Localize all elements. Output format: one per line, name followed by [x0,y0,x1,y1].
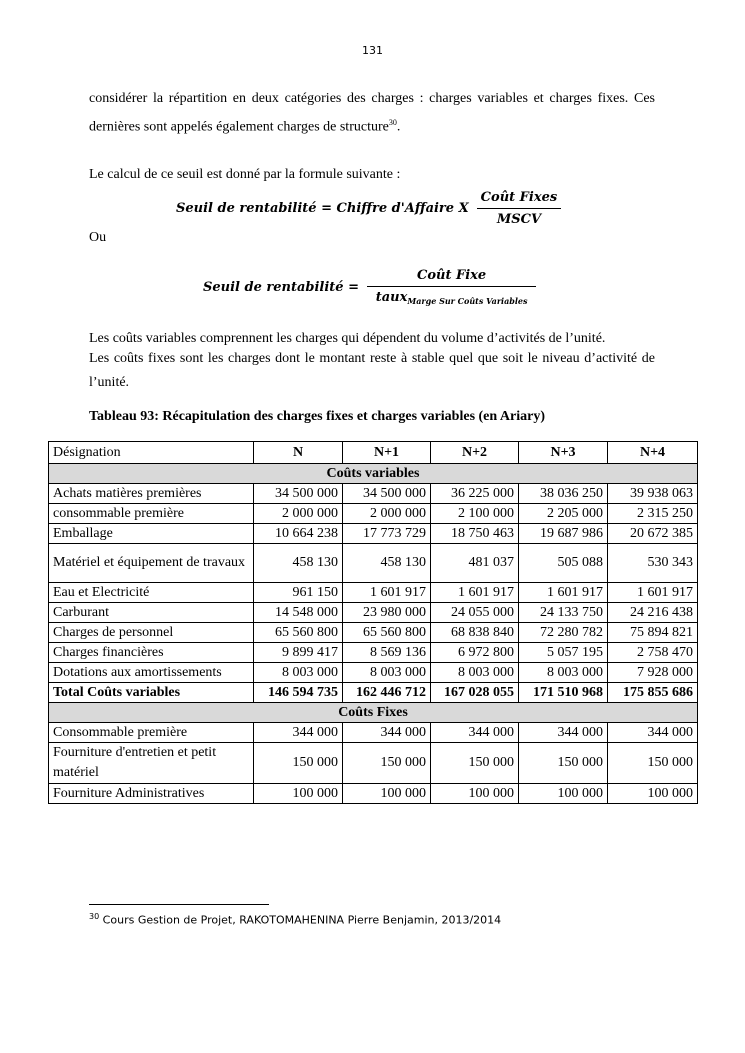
formula-numerator: Coût Fixe [367,268,536,287]
cell-value: 68 838 840 [431,623,519,643]
cell-value: 10 664 238 [254,524,343,544]
cell-value: 72 280 782 [519,623,608,643]
cell-value: 34 500 000 [343,484,431,504]
cell-value: 150 000 [431,743,519,784]
cell-value: 1 601 917 [431,583,519,603]
charges-table [48,441,698,804]
column-header: Désignation [49,442,254,464]
cell-value: 24 133 750 [519,603,608,623]
row-label: Eau et Electricité [49,583,254,603]
cell-value: 17 773 729 [343,524,431,544]
cell-value: 14 548 000 [254,603,343,623]
paragraph-fixed-costs: Les coûts fixes sont les charges dont le montant reste à stable quel que soit le niveau d’activité de l’unité. [89,351,655,390]
cell-value: 8 003 000 [431,663,519,683]
cell-value: 8 003 000 [343,663,431,683]
cell-value: 458 130 [343,544,431,583]
cell-value: 150 000 [519,743,608,784]
table-row [49,743,698,784]
footnote-ref: 30 [388,118,397,127]
table-row [49,663,698,683]
footnote-divider [89,904,269,905]
paragraph-end: . [396,119,401,135]
table-row [49,484,698,504]
table-row [49,583,698,603]
cell-value: 530 343 [608,544,698,583]
cell-value: 2 315 250 [608,504,698,524]
section-label: Coûts Fixes [49,703,698,723]
section-label: Coûts variables [49,464,698,484]
paragraph-text: considérer la répartition en deux catégories des charges : charges variables et charges fixes. Ces dernières sont appelés également charges de structure [89,91,655,135]
formula-1 [176,190,561,227]
cell-value: 171 510 968 [519,683,608,703]
row-label: Dotations aux amortissements [49,663,254,683]
table-caption: Tableau 93: Récapitulation des charges fixes et charges variables (en Ariary) [89,409,545,424]
row-label: Achats matières premières [49,484,254,504]
cell-value: 175 855 686 [608,683,698,703]
table-row [49,603,698,623]
cell-value: 167 028 055 [431,683,519,703]
column-header: N+4 [608,442,698,464]
footnote-mark: 30 [89,912,100,921]
cell-value: 24 216 438 [608,603,698,623]
section-row [49,464,698,484]
column-header: N+2 [431,442,519,464]
cell-value: 146 594 735 [254,683,343,703]
row-label: consommable première [49,504,254,524]
table-row [49,524,698,544]
cell-value: 100 000 [343,784,431,804]
cell-value: 481 037 [431,544,519,583]
cell-value: 1 601 917 [608,583,698,603]
cell-value: 344 000 [519,723,608,743]
cell-value: 2 758 470 [608,643,698,663]
row-label: Consommable première [49,723,254,743]
cell-value: 36 225 000 [431,484,519,504]
cell-value: 23 980 000 [343,603,431,623]
cell-value: 150 000 [254,743,343,784]
formula-numerator: Coût Fixes [477,190,562,209]
cell-value: 344 000 [254,723,343,743]
row-label: Fourniture d'entretien et petit matériel [49,743,254,784]
table-row [49,643,698,663]
table-row [49,544,698,583]
table-header-row [49,442,698,464]
row-label: Charges financières [49,643,254,663]
cell-value: 344 000 [431,723,519,743]
cell-value: 34 500 000 [254,484,343,504]
row-label: Fourniture Administratives [49,784,254,804]
formula-lhs: Seuil de rentabilité = [203,279,359,295]
cell-value: 1 601 917 [343,583,431,603]
row-label: Matériel et équipement de travaux [49,544,254,583]
formula-subscript: Marge Sur Coûts Variables [407,296,528,306]
cell-value: 2 000 000 [254,504,343,524]
column-header: N+1 [343,442,431,464]
column-header: N [254,442,343,464]
cell-value: 2 100 000 [431,504,519,524]
cell-value: 961 150 [254,583,343,603]
cell-value: 7 928 000 [608,663,698,683]
table-row [49,723,698,743]
cell-value: 100 000 [431,784,519,804]
row-label: Total Coûts variables [49,683,254,703]
cell-value: 18 750 463 [431,524,519,544]
cell-value: 39 938 063 [608,484,698,504]
footnote-text: Cours Gestion de Projet, RAKOTOMAHENINA Pierre Benjamin, 2013/2014 [99,913,502,927]
formula-lhs: Seuil de rentabilité = Chiffre d'Affaire X [176,201,469,216]
cell-value: 19 687 986 [519,524,608,544]
table-row [49,784,698,804]
cell-value: 65 560 800 [254,623,343,643]
formula-denominator: taux [375,290,408,305]
cell-value: 100 000 [608,784,698,804]
footnote [89,912,501,927]
formula-2 [203,268,536,306]
row-label: Charges de personnel [49,623,254,643]
cell-value: 8 003 000 [519,663,608,683]
cell-value: 100 000 [254,784,343,804]
or-text: Ou [89,230,107,245]
cell-value: 505 088 [519,544,608,583]
cell-value: 2 205 000 [519,504,608,524]
cell-value: 38 036 250 [519,484,608,504]
section-row [49,703,698,723]
cell-value: 150 000 [343,743,431,784]
paragraph-formula-intro: Le calcul de ce seuil est donné par la formule suivante : [89,167,401,182]
formula-denominator: MSCV [496,212,542,227]
cell-value: 20 672 385 [608,524,698,544]
column-header: N+3 [519,442,608,464]
page-number: 131 [362,44,383,57]
cell-value: 8 003 000 [254,663,343,683]
cell-value: 162 446 712 [343,683,431,703]
paragraph-variable-costs: Les coûts variables comprennent les charges qui dépendent du volume d’activités de l’unité. [89,331,606,346]
cell-value: 100 000 [519,784,608,804]
cell-value: 8 569 136 [343,643,431,663]
row-label: Carburant [49,603,254,623]
cell-value: 344 000 [343,723,431,743]
paragraph-intro [89,87,655,140]
cell-value: 2 000 000 [343,504,431,524]
cell-value: 24 055 000 [431,603,519,623]
table-row [49,623,698,643]
row-label: Emballage [49,524,254,544]
cell-value: 75 894 821 [608,623,698,643]
cell-value: 6 972 800 [431,643,519,663]
cell-value: 5 057 195 [519,643,608,663]
cell-value: 9 899 417 [254,643,343,663]
cell-value: 65 560 800 [343,623,431,643]
cell-value: 150 000 [608,743,698,784]
cell-value: 344 000 [608,723,698,743]
cell-value: 1 601 917 [519,583,608,603]
total-row [49,683,698,703]
cell-value: 458 130 [254,544,343,583]
table-row [49,504,698,524]
